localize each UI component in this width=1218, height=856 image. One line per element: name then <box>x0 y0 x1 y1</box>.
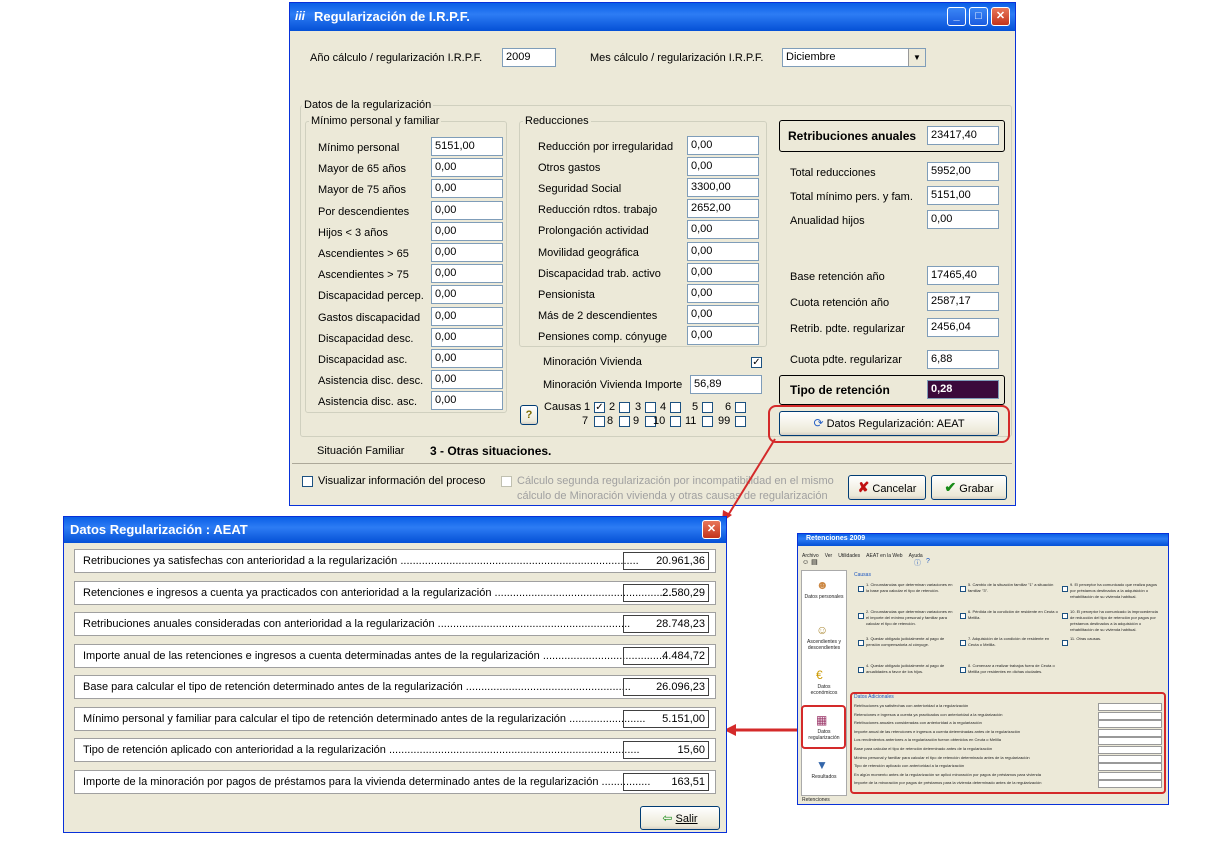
thumb-title-bar[interactable] <box>798 534 1168 546</box>
minoracion-importe-label: Minoración Vivienda Importe <box>543 379 683 391</box>
aeat-row-label: Retribuciones anuales consideradas con anterioridad a la regularización ............................................................... <box>83 618 631 630</box>
total-label: Anualidad hijos <box>790 215 865 227</box>
aeat-button-label: Datos Regularización: AEAT <box>826 418 965 430</box>
causa-number: 9 <box>633 415 640 427</box>
anio-label: Año cálculo / regularización I.R.P.F. <box>310 52 483 64</box>
print-icon[interactable]: ▤ <box>811 559 818 566</box>
thumb-adicional-label: Base para calcular el tipo de retención determinado antes de la regularización <box>854 746 993 751</box>
causa-number: 4 <box>660 401 667 413</box>
thumb-cause-checkbox[interactable] <box>960 640 966 646</box>
tipo-label: Tipo de retención <box>790 383 890 397</box>
mes-label: Mes cálculo / regularización I.R.P.F. <box>590 52 764 64</box>
minimo-label: Asistencia disc. desc. <box>318 375 424 388</box>
aeat-row <box>74 770 716 794</box>
chevron-down-icon[interactable]: ▼ <box>908 49 925 66</box>
minimo-input[interactable]: 0,00 <box>431 243 503 262</box>
reduccion-label: Más de 2 descendientes <box>538 309 658 322</box>
aeat-row-label: Importe anual de las retenciones e ingresos a cuenta determinadas antes de la regularización ......................................... <box>83 649 669 662</box>
thumb-cause-text: 6. Pérdida de la condición de residente en Ceuta o Melilla. <box>968 609 1058 620</box>
base-label: Base retención año <box>790 271 885 283</box>
thumb-adicional-label: Retribuciones ya satisfechas con anterioridad a la regularización <box>854 703 969 708</box>
aeat-title-bar[interactable] <box>64 517 726 543</box>
reduccion-label: Reducción rdtos. trabajo <box>538 204 658 217</box>
causa-number: 5 <box>692 401 699 413</box>
thumb-cause-text: 2. Circunstancias que determinan variaciones en el importe del mínimo personal y familiar para calcular el tipo de retención. <box>866 609 953 626</box>
minimo-input[interactable]: 0,00 <box>431 370 503 389</box>
thumb-cause-text: 11. Otras causas. <box>1070 636 1102 641</box>
thumb-status: Retenciones <box>802 797 830 803</box>
reduccion-input[interactable]: 0,00 <box>687 263 759 282</box>
minimo-label: Mayor de 65 años <box>318 163 407 176</box>
aeat-row-value: 4.484,72 <box>623 647 709 665</box>
thumb-menu-item[interactable]: Ayuda <box>908 553 923 559</box>
total-input[interactable]: 5151,00 <box>927 186 999 205</box>
reduccion-label: Pensionista <box>538 288 595 301</box>
causa-checkbox[interactable]: ✓ <box>595 402 604 413</box>
minimo-label: Asistencia disc. asc. <box>318 396 418 409</box>
aeat-row-value: 2.580,29 <box>623 584 709 602</box>
aeat-row <box>74 644 716 668</box>
thumb-cause-text: 4. Quedar obligado judicialmente al pago de anualidades a favor de los hijos. <box>866 663 945 674</box>
app-icon: iii <box>295 9 306 23</box>
reduccion-label: Movilidad geográfica <box>538 246 639 259</box>
base-input[interactable]: 17465,40 <box>927 266 999 285</box>
reduccion-label: Otros gastos <box>538 162 601 175</box>
exit-icon: ⇦ <box>662 811 673 825</box>
thumb-adicional-label: Tipo de retención aplicado con anterioridad a la regularización <box>854 763 965 769</box>
total-label: Total reducciones <box>790 167 876 179</box>
causa-number: 8 <box>607 415 614 427</box>
minimo-input[interactable]: 0,00 <box>431 158 503 177</box>
thumb-adicional-input[interactable] <box>1098 720 1162 728</box>
minimo-label: Ascendientes > 65 <box>318 248 409 260</box>
minimo-input[interactable]: 5151,00 <box>431 137 503 156</box>
thumb-sidebar-item[interactable]: Datos económicos <box>810 684 838 696</box>
sidebar-icon: € <box>816 668 823 682</box>
aeat-row <box>74 549 716 573</box>
aeat-row <box>74 581 716 605</box>
reduccion-label: Pensiones comp. cónyuge <box>538 330 668 343</box>
aeat-row-value: 163,51 <box>623 773 709 791</box>
causa-number: 99 <box>718 415 731 427</box>
retribuciones-input[interactable]: 23417,40 <box>927 126 999 145</box>
causa-number: 6 <box>725 401 732 413</box>
close-icon[interactable]: ✕ <box>991 7 1010 26</box>
reduccion-label: Reducción por irregularidad <box>538 141 674 153</box>
minimo-input[interactable]: 0,00 <box>431 349 503 368</box>
causas-label: Causas <box>544 401 582 413</box>
thumb-causas-title: Causas <box>854 572 871 578</box>
info-icon[interactable]: ⓘ <box>914 560 921 567</box>
thumb-adicional-input[interactable] <box>1098 763 1162 771</box>
thumb-cause-checkbox[interactable] <box>1062 586 1068 592</box>
thumb-adicional-input[interactable] <box>1098 712 1162 720</box>
thumb-adicional-label: Retribuciones anuales consideradas con anterioridad a la regularización <box>854 720 982 726</box>
minimo-label: Discapacidad percep. <box>318 290 424 303</box>
minimo-label: Discapacidad desc. <box>318 332 414 345</box>
aeat-row-label: Retenciones e ingresos a cuenta ya practicados con anterioridad a la regularización ........................................................... <box>83 586 675 599</box>
cuota-pdte-input[interactable]: 6,88 <box>927 350 999 369</box>
reduccion-input[interactable]: 0,00 <box>687 220 759 239</box>
minoracion-checkbox[interactable]: ✓ <box>752 357 761 368</box>
causa-number: 1 <box>584 401 591 413</box>
aeat-row-value: 28.748,23 <box>623 615 709 633</box>
aeat-row-value: 5.151,00 <box>623 710 709 728</box>
check-icon: ✔ <box>944 479 957 495</box>
thumb-adicional-input[interactable] <box>1098 729 1162 737</box>
thumb-sidebar-item[interactable]: Datos personales <box>804 594 844 600</box>
minimo-label: Hijos < 3 años <box>318 226 389 239</box>
thumb-adicional-input[interactable] <box>1098 737 1162 745</box>
thumb-adicional-label: Los rendimientos anteriores a la regularización fueron obtenidos en Ceuta o Melilla <box>854 737 1001 743</box>
grabar-label: Grabar <box>959 483 994 495</box>
sidebar-icon: ▦ <box>816 713 828 727</box>
reduccion-input[interactable]: 0,00 <box>687 157 759 176</box>
sidebar-icon: ☺ <box>816 623 829 637</box>
thumb-menu-item[interactable]: AEAT en la Web <box>866 553 903 559</box>
base-input[interactable]: 2587,17 <box>927 292 999 311</box>
salir-button[interactable] <box>640 806 720 830</box>
thumb-cause-text: 1. Circunstancias que determinan variaciones en la base para calcular el tipo de retención. <box>866 582 953 593</box>
minoracion-importe-input[interactable]: 56,89 <box>690 375 762 394</box>
cancel-icon: ✘ <box>857 479 870 495</box>
reduccion-input[interactable]: 0,00 <box>687 136 759 155</box>
thumb-cause-text: 3. Quedar obligado judicialmente al pago de pensión compensatoria al cónyuge. <box>866 636 945 647</box>
thumb-cause-checkbox[interactable] <box>1062 640 1068 646</box>
minimo-label: Mínimo personal <box>318 142 400 154</box>
thumb-sidebar-item[interactable]: Ascendientes y descendientes <box>807 639 841 651</box>
reduccion-label: Discapacidad trab. activo <box>538 267 661 280</box>
reduccion-label: Seguridad Social <box>538 183 622 196</box>
sidebar-icon: ▼ <box>816 758 828 772</box>
minimo-input[interactable]: 0,00 <box>431 222 503 241</box>
aeat-title: Datos Regularización : AEAT <box>70 522 248 537</box>
sidebar-icon: ☻ <box>816 578 829 592</box>
thumb-cause-checkbox[interactable] <box>1062 613 1068 619</box>
minoracion-label: Minoración Vivienda <box>543 356 642 368</box>
datos-group-label: Datos de la regularización <box>304 99 432 111</box>
reduccion-label: Prolongación actividad <box>538 225 649 238</box>
thumb-cause-text: 8. Comenzar a realizar trabajos fuera de Ceuta o Melilla por residentes en dichas ciudades. <box>968 663 1055 674</box>
aeat-row <box>74 612 716 636</box>
thumb-adicional-input[interactable] <box>1098 780 1162 788</box>
aeat-dialog <box>63 516 727 833</box>
help-icon[interactable]: ? <box>926 558 930 565</box>
thumb-adicional-input[interactable] <box>1098 703 1162 711</box>
thumb-menu-item[interactable]: Ver <box>824 553 833 559</box>
minimo-input[interactable]: 0,00 <box>431 179 503 198</box>
thumb-sidebar-item[interactable]: Resultados <box>811 774 837 780</box>
question-icon: ? <box>525 409 533 421</box>
situacion-value: 3 - Otras situaciones. <box>430 444 552 458</box>
thumb-cause-text: 7. Adquisición de la condición de residente en Ceuta o Melilla. <box>968 636 1050 647</box>
causa-number: 11 <box>685 415 697 427</box>
aeat-row-label: Base para calcular el tipo de retención determinado antes de la regularización ...................................................... <box>83 681 631 693</box>
cancel-label: Cancelar <box>872 483 917 495</box>
minimo-label: Ascendientes > 75 <box>318 269 409 282</box>
minimo-input[interactable]: 0,00 <box>431 285 503 304</box>
thumb-adicionales-title: Datos Adicionales <box>854 694 894 700</box>
thumb-cause-text: 5. Cambio de la situación familiar "1" a situación familiar "3". <box>968 582 1054 593</box>
thumb-adicional-label: Importe de la minoración por pagos de préstamos para la vivienda determinado antes de la regularización <box>854 780 1042 786</box>
minimo-input[interactable]: 0,00 <box>431 391 503 410</box>
thumb-adicional-label: Retenciones e ingresos a cuenta ya practicados con anterioridad a la regularización <box>854 711 1003 717</box>
minimo-input[interactable]: 0,00 <box>431 307 503 326</box>
aeat-row-value: 20.961,36 <box>623 552 709 570</box>
minimo-input[interactable]: 0,00 <box>431 201 503 220</box>
anio-input[interactable]: 2009 <box>502 48 556 67</box>
thumb-cause-text: 10. El perceptor ha comunicado la improcedencia de reducción del tipo de retención por pagos por préstamos destinados a la adquisición o rehabilitación de su vivienda habitual. <box>1070 609 1158 632</box>
calculo-label-2: cálculo de Minoración vivienda y otras causas de regularización <box>517 490 828 502</box>
thumb-adicional-input[interactable] <box>1098 755 1162 763</box>
mes-value: Diciembre <box>786 51 836 63</box>
retribuciones-label: Retribuciones anuales <box>788 129 917 143</box>
reduccion-input[interactable]: 0,00 <box>687 284 759 303</box>
base-label: Cuota retención año <box>790 297 890 309</box>
causa-number: 7 <box>582 415 589 427</box>
thumb-cause-checkbox[interactable] <box>960 613 966 619</box>
tipo-value: 0,28 <box>927 380 999 399</box>
thumb-cause-checkbox[interactable] <box>858 667 864 673</box>
thumb-sidebar-highlight <box>801 705 846 749</box>
aeat-row-label: Retribuciones ya satisfechas con anterioridad a la regularización .............................................................................. <box>83 555 639 567</box>
aeat-row-value: 15,60 <box>623 741 709 759</box>
minimo-label: Mayor de 75 años <box>318 184 407 197</box>
user-icon[interactable]: ☺ <box>802 559 810 566</box>
causa-number: 10 <box>653 415 666 427</box>
reduccion-input[interactable]: 0,00 <box>687 326 759 345</box>
window-title: Regularización de I.R.P.F. <box>314 9 470 24</box>
aeat-row-label: Importe de la minoración por pagos de préstamos para la vivienda determinado antes de la regularización ................ <box>83 775 651 788</box>
situacion-label: Situación Familiar <box>317 445 405 457</box>
thumb-adicional-input[interactable] <box>1098 772 1162 780</box>
thumb-adicional-input[interactable] <box>1098 746 1162 754</box>
aeat-row <box>74 675 716 699</box>
minimize-icon[interactable]: _ <box>947 7 966 26</box>
minimo-label: Discapacidad asc. <box>318 354 408 366</box>
visualizar-label: Visualizar información del proceso <box>318 475 486 487</box>
thumb-title: Retenciones 2009 <box>806 535 866 542</box>
reducciones-group-label: Reducciones <box>525 115 589 127</box>
thumb-cause-checkbox[interactable] <box>960 586 966 592</box>
total-input[interactable]: 5952,00 <box>927 162 999 181</box>
calculo-label-1: Cálculo segunda regularización por incompatibilidad en el mismo <box>517 475 834 487</box>
thumb-menu-item[interactable]: Archivo <box>802 553 819 559</box>
aeat-close-icon[interactable]: ✕ <box>702 520 721 539</box>
minimo-label: Gastos discapacidad <box>318 311 421 324</box>
thumb-adicional-label: En algún momento antes de la regularización se aplicó minoración por pagos de préstamos para vivienda <box>854 771 1041 777</box>
minimo-input[interactable]: 0,00 <box>431 328 503 347</box>
reduccion-input[interactable]: 0,00 <box>687 305 759 324</box>
aeat-row-label: Tipo de retención aplicado con anterioridad a la regularización .................................................................................. <box>83 744 640 756</box>
cuota-pdte-label: Cuota pdte. regularizar <box>790 354 902 366</box>
thumb-menu-item[interactable]: Utilidades <box>838 553 861 559</box>
causa-number: 3 <box>635 401 642 413</box>
total-input[interactable]: 0,00 <box>927 210 999 229</box>
thumb-cause-checkbox[interactable] <box>960 667 966 673</box>
base-input[interactable]: 2456,04 <box>927 318 999 337</box>
aeat-row-value: 26.096,23 <box>623 678 709 696</box>
thumb-cause-checkbox[interactable] <box>858 586 864 592</box>
minimo-label: Por descendientes <box>318 205 410 218</box>
total-label: Total mínimo pers. y fam. <box>790 191 913 203</box>
minimo-group-label: Mínimo personal y familiar <box>311 115 440 127</box>
reduccion-input[interactable]: 2652,00 <box>687 199 759 218</box>
thumb-toolbar <box>802 558 1162 568</box>
thumb-sidebar-item[interactable]: Datos regularización <box>808 729 840 741</box>
thumb-adicional-label: Importe anual de las retenciones e ingresos a cuenta determinadas antes de la regularización <box>854 728 1021 734</box>
base-label: Retrib. pdte. regularizar <box>790 323 905 335</box>
aeat-row <box>74 738 716 762</box>
arrow-to-aeat <box>727 439 775 517</box>
reduccion-input[interactable]: 3300,00 <box>687 178 759 197</box>
thumb-adicional-label: Mínimo personal y familiar para calcular el tipo de retención determinado antes de la regularización <box>854 754 1030 760</box>
aeat-row <box>74 707 716 731</box>
thumb-cause-checkbox[interactable] <box>858 613 864 619</box>
salir-label: Salir <box>675 813 698 825</box>
thumb-cause-checkbox[interactable] <box>858 640 864 646</box>
refresh-icon: ⟳ <box>813 416 824 430</box>
reduccion-input[interactable]: 0,00 <box>687 242 759 261</box>
maximize-icon[interactable]: □ <box>969 7 988 26</box>
aeat-row-label: Mínimo personal y familiar para calcular el tipo de retención determinado antes de la regularización ......................... <box>83 712 646 725</box>
causa-number: 2 <box>609 401 616 413</box>
minimo-input[interactable]: 0,00 <box>431 264 503 283</box>
thumb-cause-text: 9. El perceptor ha comunicado que realiza pagos por préstamos destinados a la adquisición o rehabilitación de su vivienda habitual. <box>1070 582 1157 599</box>
retenciones-thumb <box>797 533 1169 805</box>
